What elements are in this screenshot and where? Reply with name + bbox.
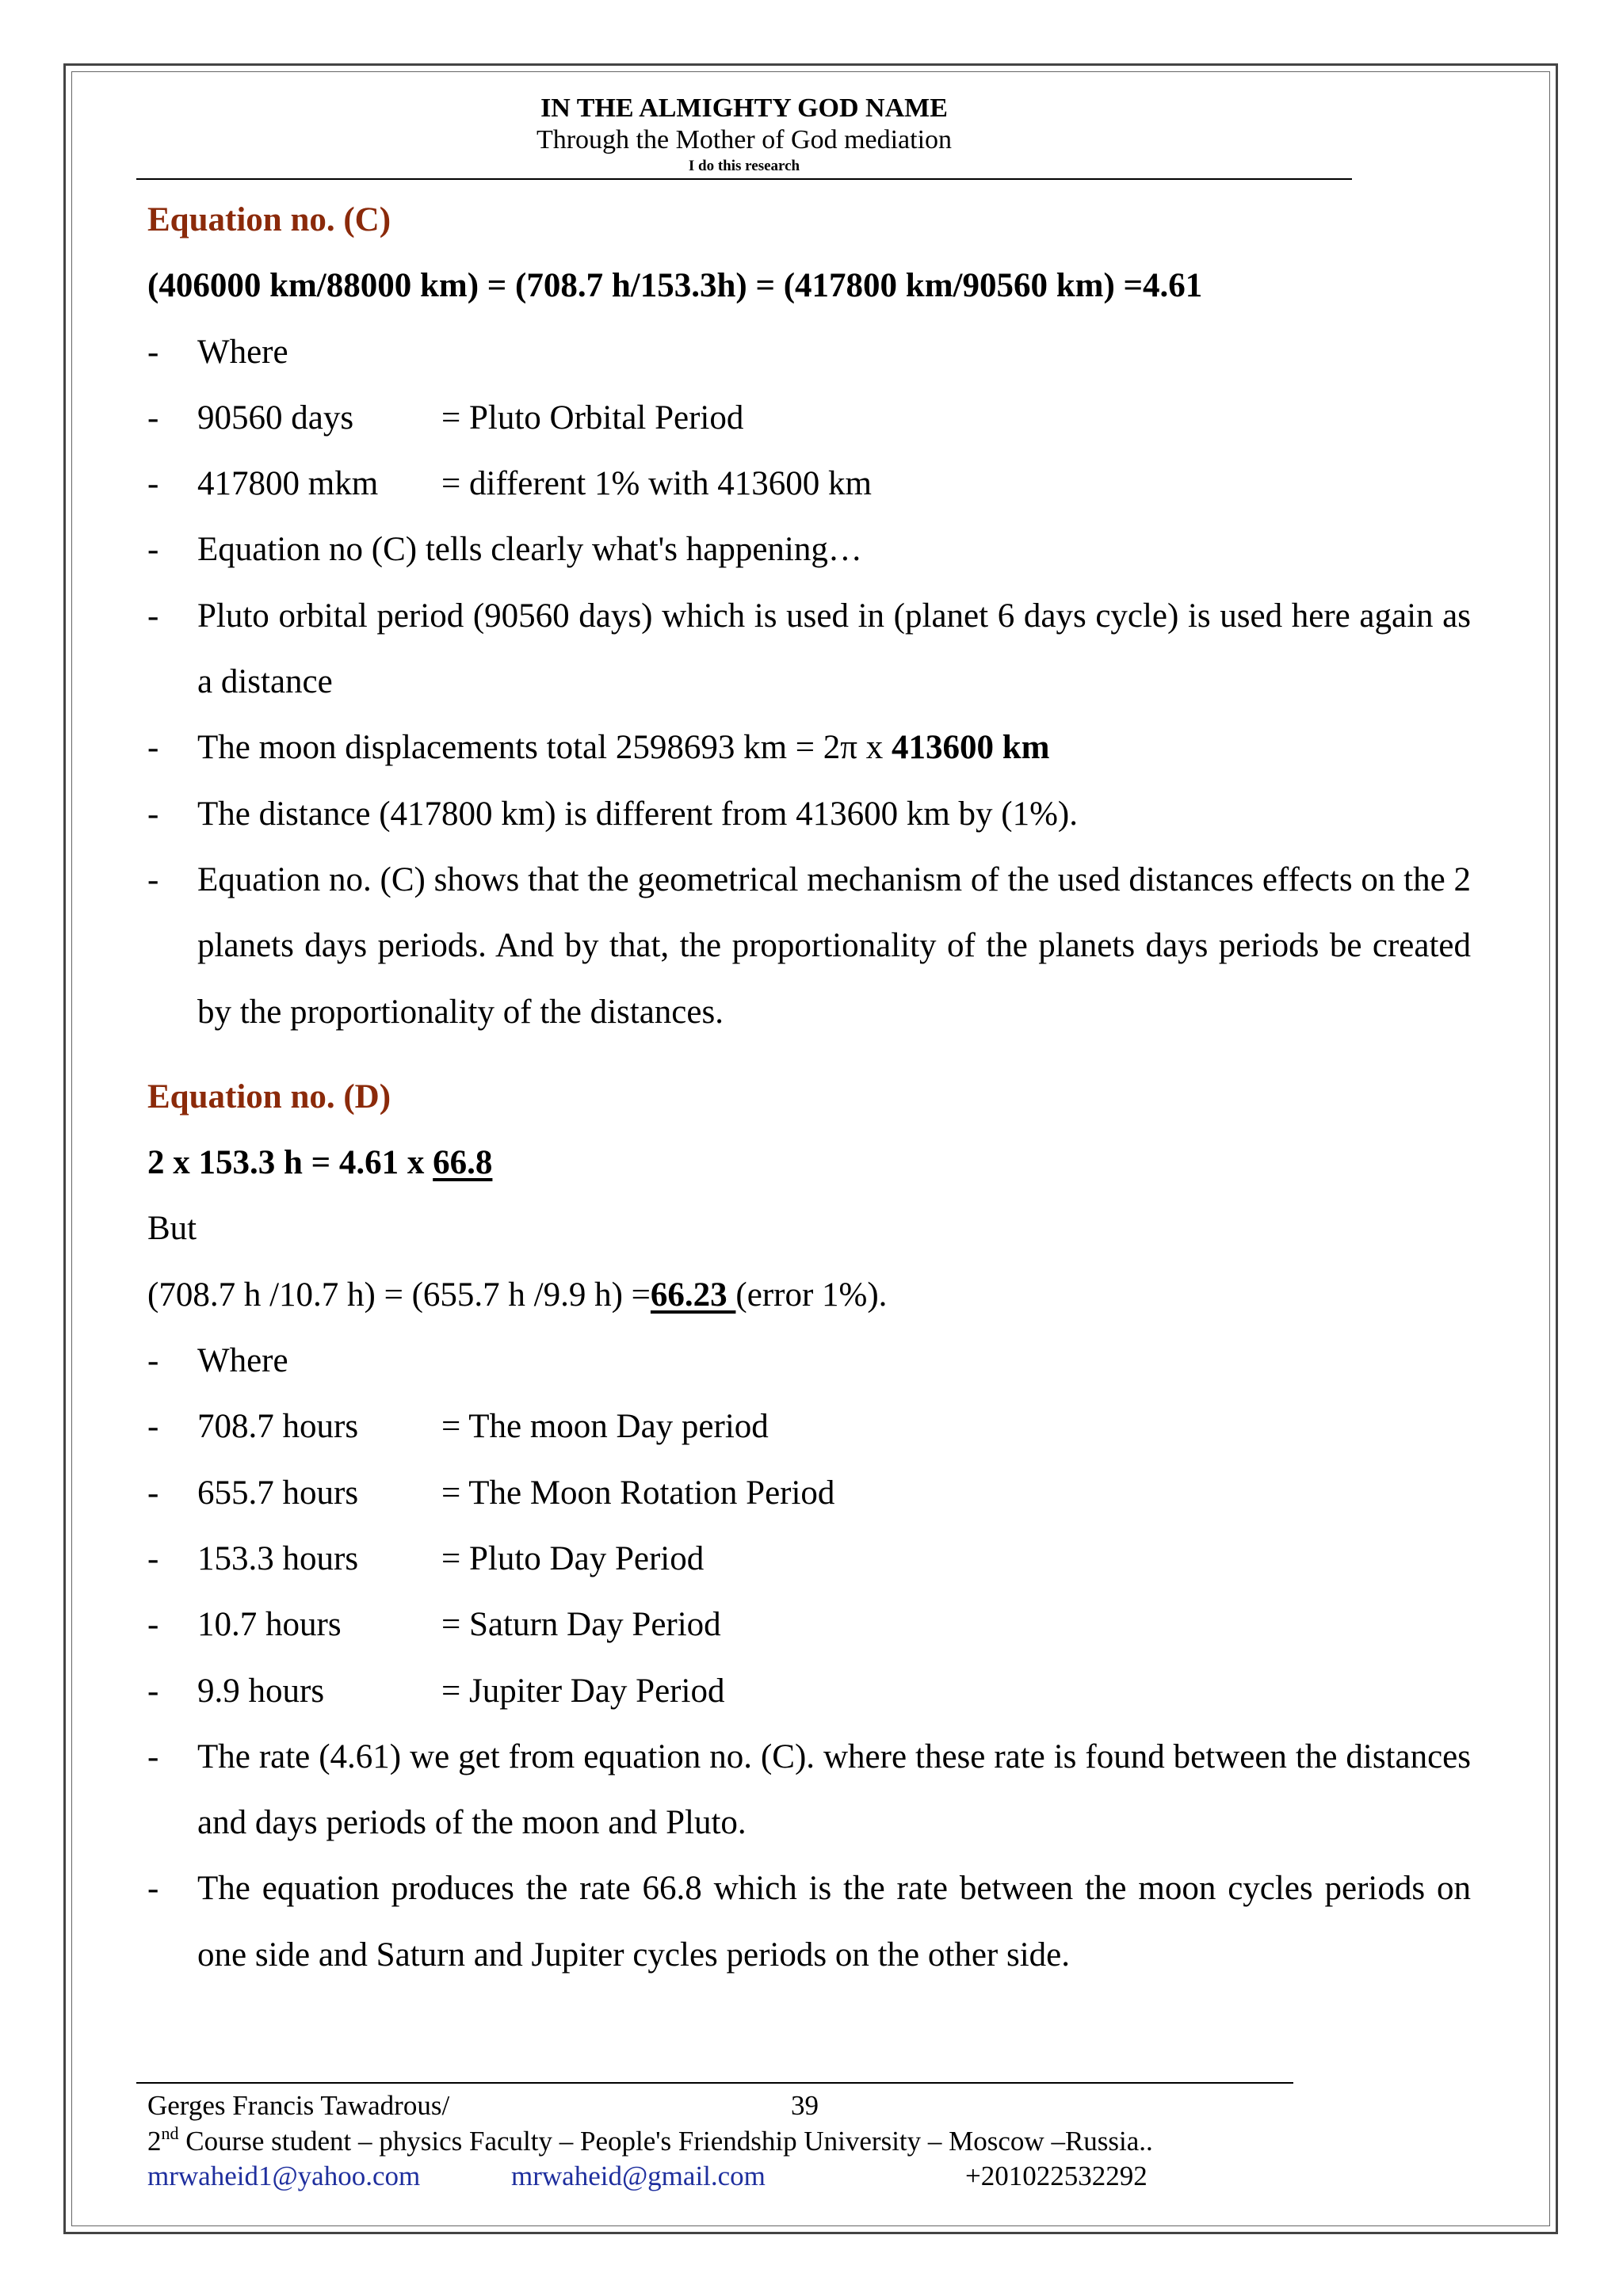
list-dash: - <box>147 531 159 569</box>
list-item-key: 417800 mkm <box>197 465 379 503</box>
list-item-text <box>197 715 1471 780</box>
section-gap <box>147 1045 1471 1064</box>
list-item-key: 153.3 hours <box>197 1539 359 1577</box>
list-item-text <box>197 1394 1471 1459</box>
list-item <box>147 1394 1471 1459</box>
header-rule <box>136 178 1352 180</box>
equation-d-underlined: 66.8 <box>433 1144 493 1182</box>
list-item-text: Where <box>197 1342 288 1380</box>
list-item <box>147 781 1471 847</box>
list-item-text: The equation produces the rate 66.8 which is the rate between the moon cycles periods on one side and Saturn and Jupiter cycles periods on the other side. <box>197 1870 1471 1974</box>
list-item-text <box>197 1460 1471 1526</box>
footer-course-num: 2 <box>147 2126 162 2157</box>
list-item-text: Pluto orbital period (90560 days) which is used in (planet 6 days cycle) is used here again as a distance <box>197 597 1471 701</box>
footer-course-sup: nd <box>161 2123 179 2143</box>
list-dash: - <box>147 860 159 898</box>
list-item-value: = Saturn Day Period <box>441 1606 721 1644</box>
list-dash: - <box>147 1672 159 1710</box>
equation-c: (406000 km/88000 km) = (708.7 h/153.3h) = (417800 km/90560 km) =4.61 <box>147 267 1203 305</box>
section-c-heading: Equation no. (C) <box>147 201 391 238</box>
list-item-text: Equation no (C) tells clearly what's happening… <box>197 531 862 569</box>
list-item-text: Where <box>197 333 288 371</box>
list-dash: - <box>147 729 159 767</box>
list-item-text <box>197 385 1471 451</box>
list-item-value: = The moon Day period <box>441 1408 769 1446</box>
ratio-note: (error 1%). <box>735 1276 888 1314</box>
footer-phone: +201022532292 <box>965 2161 1148 2191</box>
list-dash: - <box>147 1408 159 1446</box>
list-item-key: 708.7 hours <box>197 1408 359 1446</box>
list-item-value: = Jupiter Day Period <box>441 1672 725 1710</box>
list-dash: - <box>147 1606 159 1644</box>
list-item <box>147 319 1471 385</box>
section-d-heading: Equation no. (D) <box>147 1077 391 1116</box>
header-subtitle: Through the Mother of God mediation <box>536 125 953 154</box>
list-item-text-pre: The moon displacements total 2598693 km = 2π x <box>197 729 892 767</box>
list-item-value: = Pluto Orbital Period <box>441 399 744 437</box>
list-dash: - <box>147 1474 159 1512</box>
list-item-text: The rate (4.61) we get from equation no. (C). where these rate is found between the distances and days periods of the moon and Pluto. <box>197 1737 1471 1842</box>
list-item-value: = The Moon Rotation Period <box>441 1474 835 1512</box>
list-item <box>147 385 1471 451</box>
list-item-text <box>197 451 1471 517</box>
header-note: I do this research <box>688 158 800 174</box>
email-link-yahoo[interactable]: mrwaheid1@yahoo.com <box>147 2161 421 2191</box>
list-dash: - <box>147 1870 159 1908</box>
list-item <box>147 1460 1471 1526</box>
list-item <box>147 1526 1471 1592</box>
list-item-text: The distance (417800 km) is different from 413600 km by (1%). <box>197 795 1078 833</box>
ratio-text: (708.7 h /10.7 h) = (655.7 h /9.9 h) = <box>147 1276 651 1314</box>
list-dash: - <box>147 1342 159 1380</box>
list-item-value: = Pluto Day Period <box>441 1539 705 1577</box>
list-dash: - <box>147 399 159 437</box>
list-item <box>147 451 1471 517</box>
list-dash: - <box>147 1539 159 1577</box>
list-dash: - <box>147 795 159 833</box>
list-dash: - <box>147 333 159 371</box>
list-item <box>147 847 1471 1045</box>
list-item <box>147 1724 1471 1856</box>
list-item <box>147 1855 1471 1988</box>
list-dash: - <box>147 1737 159 1775</box>
ratio-line <box>147 1262 1471 1328</box>
list-item <box>147 1328 1471 1394</box>
but-text: But <box>147 1210 197 1248</box>
list-item-text <box>197 1658 1471 1724</box>
list-item <box>147 517 1471 582</box>
list-item-key: 9.9 hours <box>197 1672 325 1710</box>
list-item <box>147 583 1471 715</box>
list-item-key: 10.7 hours <box>197 1606 342 1644</box>
header-title: IN THE ALMIGHTY GOD NAME <box>540 93 948 123</box>
list-item-key: 90560 days <box>197 399 354 437</box>
list-item-text-bold: 413600 km <box>891 729 1050 767</box>
list-item-value: = different 1% with 413600 km <box>441 465 872 503</box>
list-item <box>147 1592 1471 1657</box>
page-number: 39 <box>791 2090 819 2121</box>
equation-d <box>147 1130 1471 1196</box>
ratio-underlined: 66.23 <box>650 1276 736 1314</box>
list-item-text: Equation no. (C) shows that the geometrical mechanism of the used distances effects on the 2 planets days periods. And by that, the proportionality of the planets days periods be created by the proportionality of the distances. <box>197 860 1471 1031</box>
list-dash: - <box>147 465 159 503</box>
footer-rule <box>136 2082 1293 2084</box>
list-dash: - <box>147 597 159 635</box>
equation-d-text: 2 x 153.3 h = 4.61 x <box>147 1144 433 1182</box>
footer-course-text: Course student – physics Faculty – People's Friendship University – Moscow –Russia.. <box>178 2126 1153 2157</box>
page-content <box>147 187 1471 1988</box>
footer-author: Gerges Francis Tawadrous/ <box>147 2090 450 2121</box>
list-item-text <box>197 1592 1471 1657</box>
list-item <box>147 1658 1471 1724</box>
email-link-gmail[interactable]: mrwaheid@gmail.com <box>511 2161 766 2191</box>
list-item-key: 655.7 hours <box>197 1474 359 1512</box>
list-item <box>147 715 1471 780</box>
list-item-text <box>197 1526 1471 1592</box>
footer-course <box>147 2123 1153 2157</box>
